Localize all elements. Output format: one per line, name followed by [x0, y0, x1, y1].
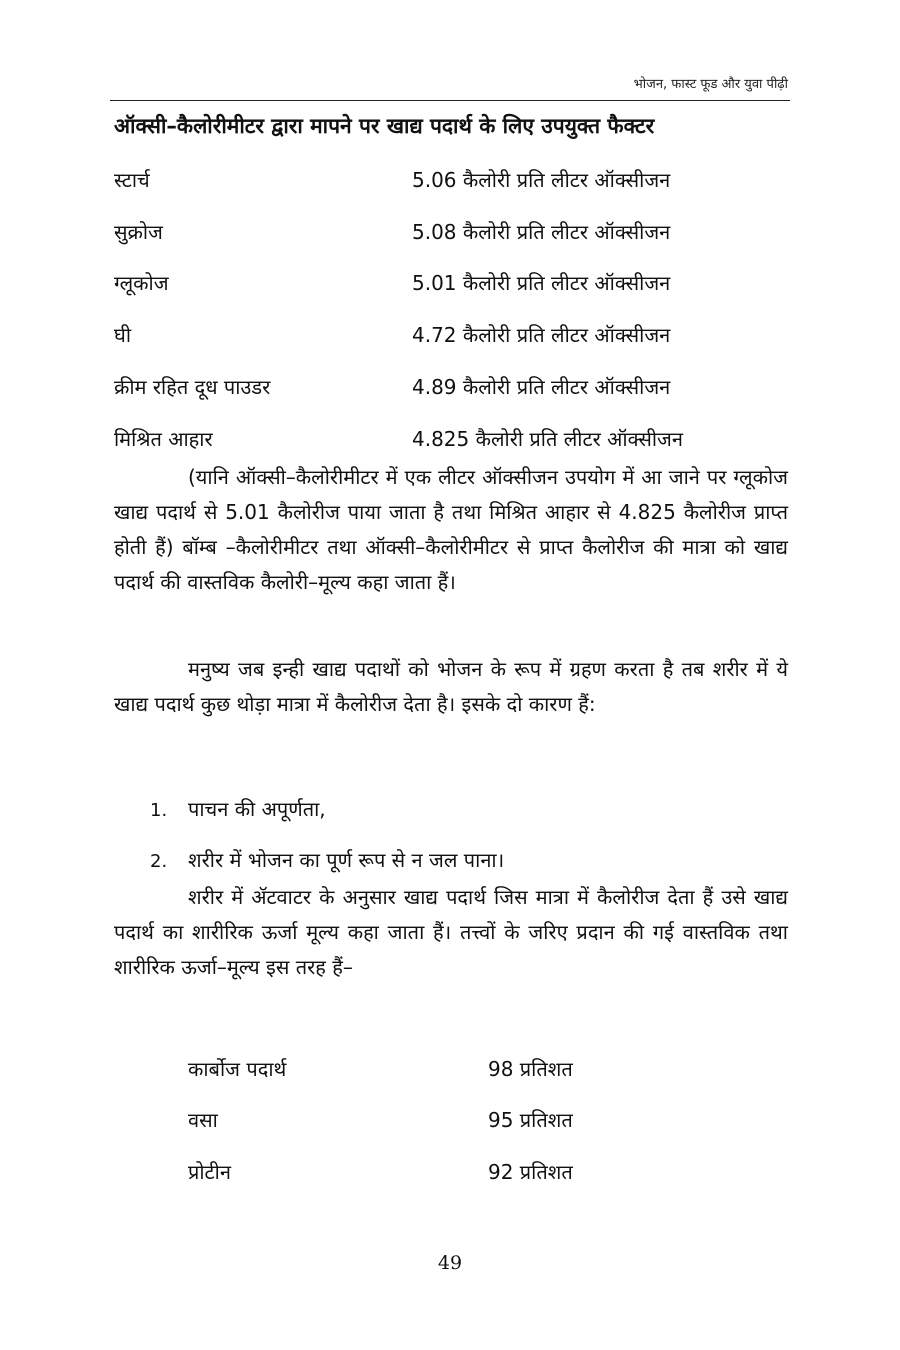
- factor-name: क्रीम रहित दूध पाउडर: [114, 375, 271, 399]
- factor-value: 4.89 कैलोरी प्रति लीटर ऑक्सीजन: [412, 375, 671, 399]
- factor-name: मिश्रित आहार: [114, 427, 213, 451]
- factor-value: 5.01 कैलोरी प्रति लीटर ऑक्सीजन: [412, 271, 671, 295]
- list-text: पाचन की अपूर्णता,: [188, 797, 326, 821]
- factor-value: 5.08 कैलोरी प्रति लीटर ऑक्सीजन: [412, 220, 671, 244]
- paragraph: (यानि ऑक्सी–कैलोरीमीटर में एक लीटर ऑक्सीजन उपयोग में आ जाने पर ग्लूकोज खाद्य पदार्थ से 5.01 कैलोरीज पाया जाता है तथा मिश्रित आहार से 4.825 कैलोरीज प्राप्त होती हैं) बॉम्ब –कैलोरीमीटर तथा ऑक्सी–कैलोरीमीटर से प्राप्त कैलोरीज की मात्रा को खाद्य पदार्थ की वास्तविक कैलोरी–मूल्य कहा जाता हैं।: [114, 465, 788, 594]
- running-head: भोजन, फास्ट फूड और युवा पीढ़ी: [633, 77, 788, 92]
- energy-value: 98 प्रतिशत: [488, 1057, 573, 1081]
- page-number: 49: [437, 1252, 463, 1274]
- factor-name: सुक्रोज: [114, 220, 163, 244]
- factor-value: 5.06 कैलोरी प्रति लीटर ऑक्सीजन: [412, 168, 671, 192]
- energy-name: प्रोटीन: [188, 1160, 231, 1184]
- factor-value: 4.825 कैलोरी प्रति लीटर ऑक्सीजन: [412, 427, 683, 451]
- energy-value: 92 प्रतिशत: [488, 1160, 573, 1184]
- paragraph: शरीर में ॲटवाटर के अनुसार खाद्य पदार्थ जिस मात्रा में कैलोरीज देता हैं उसे खाद्य पदार्थ का शारीरिक ऊर्जा मूल्य कहा जाता हैं। तत्त्वों के जरिए प्रदान की गई वास्तविक तथा शारीरिक ऊर्जा–मूल्य इस तरह हैं–: [114, 885, 788, 979]
- factor-value: 4.72 कैलोरी प्रति लीटर ऑक्सीजन: [412, 323, 671, 347]
- list-item: [150, 846, 504, 873]
- factor-name: स्टार्च: [114, 168, 150, 192]
- list-number: 2.: [150, 851, 168, 872]
- list-text: शरीर में भोजन का पूर्ण रूप से न जल पाना।: [188, 848, 505, 872]
- factor-name: घी: [114, 323, 131, 347]
- energy-row: [188, 1106, 573, 1133]
- factor-name: ग्लूकोज: [114, 271, 169, 295]
- header-rule: [110, 100, 790, 101]
- energy-row: [188, 1055, 573, 1082]
- energy-row: [188, 1158, 573, 1185]
- energy-name: वसा: [188, 1108, 218, 1132]
- list-item: [150, 795, 326, 822]
- energy-value: 95 प्रतिशत: [488, 1108, 573, 1132]
- list-number: 1.: [150, 800, 168, 821]
- section-heading: ऑक्सी–कैलोरीमीटर द्वारा मापने पर खाद्य पदार्थ के लिए उपयुक्त फैक्टर: [114, 114, 655, 138]
- energy-name: कार्बोज पदार्थ: [188, 1057, 287, 1081]
- paragraph: मनुष्य जब इन्ही खाद्य पदाथों को भोजन के रूप में ग्रहण करता है तब शरीर में ये खाद्य पदार्थ कुछ थोड़ा मात्रा में कैलोरीज देता है। इसके दो कारण हैं:: [114, 657, 788, 716]
